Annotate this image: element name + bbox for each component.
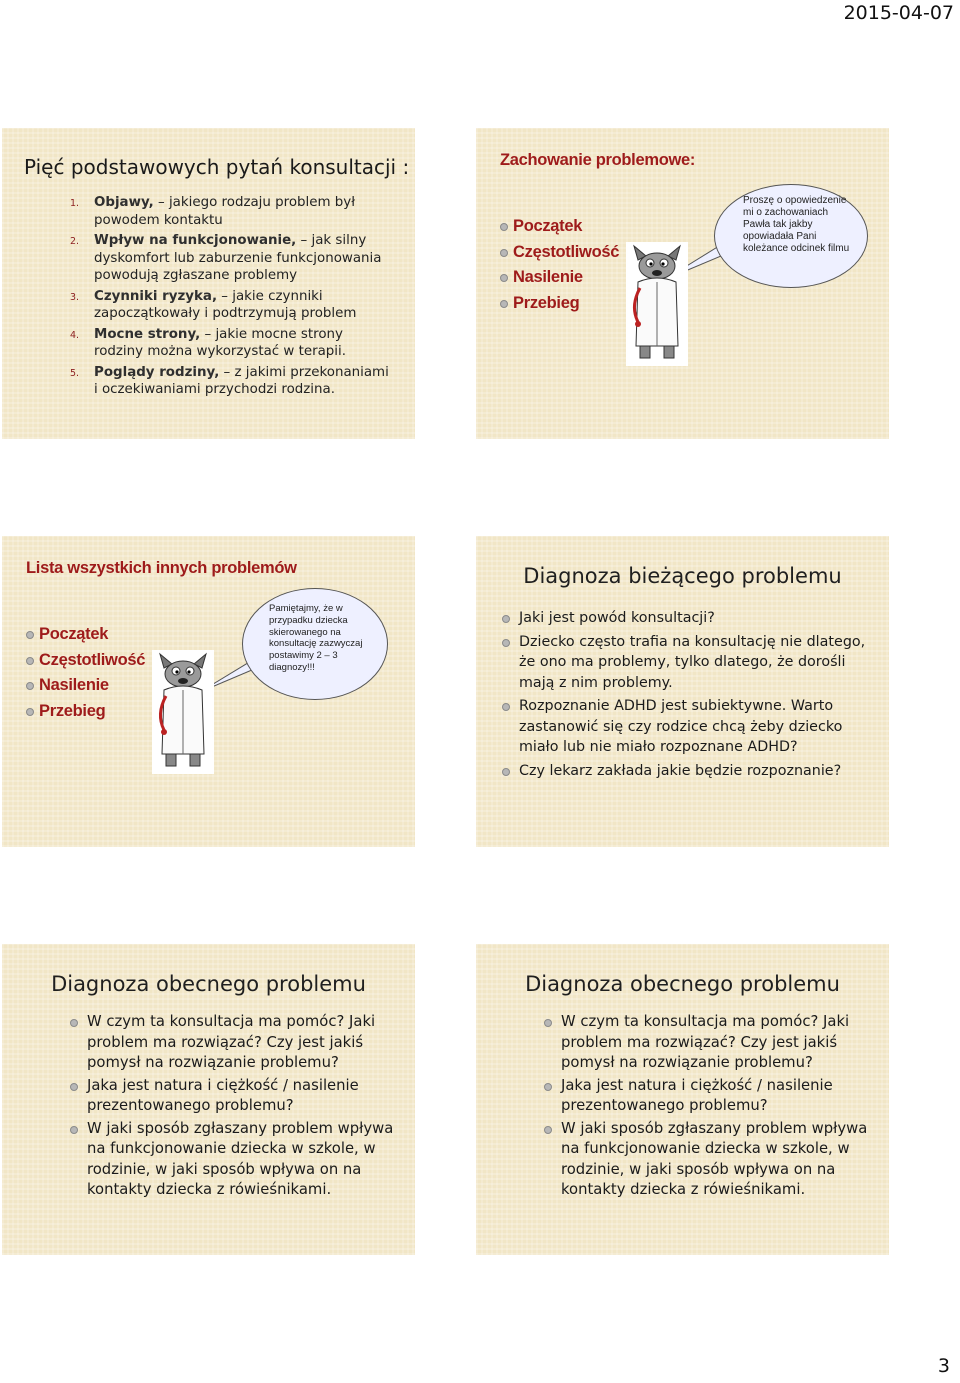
bullet-icon bbox=[70, 1126, 78, 1134]
list-item: Jaki jest powód konsultacji? bbox=[498, 608, 873, 629]
bullet-icon bbox=[500, 274, 508, 282]
doctor-dog-icon bbox=[626, 242, 688, 366]
list-item: Przebieg bbox=[500, 291, 619, 317]
bullet-icon bbox=[26, 708, 34, 716]
item-key: Mocne strony, bbox=[94, 326, 201, 342]
item-key: Poglądy rodziny, bbox=[94, 364, 220, 380]
bullet-icon bbox=[502, 768, 510, 776]
points-list bbox=[498, 608, 873, 784]
bullet-icon bbox=[70, 1083, 78, 1091]
speech-bubble bbox=[714, 184, 868, 288]
list-item: W jaki sposób zgłaszany problem wpływa na funkcjonowanie dziecka w szkole, w rodzinie, w jaki sposób wpływa on na kontakty dziecka z rówieśnikami. bbox=[66, 1119, 401, 1201]
list-item: W czym ta konsultacja ma pomóc? Jaki problem ma rozwiązać? Czy jest jakiś pomysł na rozwiązanie problemu? bbox=[540, 1012, 875, 1074]
list-item: Dziecko często trafia na konsultację nie dlatego, że ono ma problemy, tylko dlatego, że dorośli mają z nim problemy. bbox=[498, 632, 873, 694]
list-item: Początek bbox=[26, 622, 145, 648]
slide-title: Diagnoza bieżącego problemu bbox=[523, 564, 842, 588]
list-item: Jaka jest natura i ciężkość / nasilenie prezentowanego problemu? bbox=[66, 1076, 401, 1117]
bullet-icon bbox=[544, 1019, 552, 1027]
page-date: 2015-04-07 bbox=[843, 2, 954, 24]
item-number: 2. bbox=[70, 236, 80, 247]
bullet-icon bbox=[544, 1083, 552, 1091]
slide-problem-behavior bbox=[476, 128, 889, 439]
item-text: – jakie mocne strony rodziny można wykorzystać w terapii. bbox=[94, 326, 346, 359]
list-item bbox=[24, 194, 394, 229]
slide-title: Lista wszystkich innych problemów bbox=[26, 559, 297, 577]
list-item: Nasilenie bbox=[26, 673, 145, 699]
list-item: Przebieg bbox=[26, 699, 145, 725]
bullet-icon bbox=[70, 1019, 78, 1027]
item-key: Czynniki ryzyka, bbox=[94, 288, 218, 304]
bullet-icon bbox=[502, 639, 510, 647]
item-key: Objawy, bbox=[94, 195, 154, 210]
item-number: 5. bbox=[70, 367, 80, 379]
list-item bbox=[24, 364, 394, 399]
speech-bubble bbox=[242, 588, 388, 700]
slide-five-questions bbox=[2, 128, 415, 439]
item-number: 4. bbox=[70, 329, 80, 341]
bullet-icon bbox=[26, 682, 34, 690]
item-text: – z jakimi przekonaniami i oczekiwaniami przychodzi rodzina. bbox=[94, 364, 389, 397]
bullet-icon bbox=[26, 631, 34, 639]
list-item: Częstotliwość bbox=[26, 648, 145, 674]
list-item: Czy lekarz zakłada jakie będzie rozpoznanie? bbox=[498, 761, 873, 782]
points-list bbox=[540, 1012, 875, 1203]
list-item: W czym ta konsultacja ma pomóc? Jaki problem ma rozwiązać? Czy jest jakiś pomysł na rozwiązanie problemu? bbox=[66, 1012, 401, 1074]
bullet-icon bbox=[500, 300, 508, 308]
list-item: Jaka jest natura i ciężkość / nasilenie prezentowanego problemu? bbox=[540, 1076, 875, 1117]
points-list bbox=[66, 1012, 401, 1203]
bullet-icon bbox=[26, 657, 34, 665]
item-text: – jak silny dyskomfort lub zaburzenie funkcjonowania powodują zgłaszane problemy bbox=[94, 233, 382, 283]
bullet-icon bbox=[500, 223, 508, 231]
item-text: – jakiego rodzaju problem był powodem kontaktu bbox=[94, 195, 356, 228]
list-item bbox=[24, 232, 394, 285]
list-item bbox=[24, 288, 394, 323]
slide-title: Pięć podstawowych pytań konsultacji : bbox=[24, 155, 410, 179]
slide-other-problems bbox=[2, 536, 415, 847]
bullet-icon bbox=[500, 249, 508, 257]
slide-title: Zachowanie problemowe: bbox=[500, 151, 696, 169]
page-number: 3 bbox=[937, 1355, 950, 1377]
item-key: Wpływ na funkcjonowanie, bbox=[94, 233, 297, 248]
slide-current-problem bbox=[476, 536, 889, 847]
slide-title: Diagnoza obecnego problemu bbox=[51, 972, 366, 996]
aspects-list bbox=[26, 622, 145, 724]
item-text: – jakie czynniki zapoczątkowały i podtrzymują problem bbox=[94, 288, 357, 321]
slide-title: Diagnoza obecnego problemu bbox=[525, 972, 840, 996]
list-item: Częstotliwość bbox=[500, 240, 619, 266]
bullet-icon bbox=[544, 1126, 552, 1134]
questions-list bbox=[24, 194, 394, 402]
bullet-icon bbox=[502, 615, 510, 623]
doctor-dog-icon bbox=[152, 650, 214, 774]
slide-present-problem bbox=[2, 944, 415, 1255]
item-number: 3. bbox=[70, 291, 80, 303]
list-item: Nasilenie bbox=[500, 265, 619, 291]
bullet-icon bbox=[502, 703, 510, 711]
aspects-list bbox=[500, 214, 619, 316]
list-item: Początek bbox=[500, 214, 619, 240]
list-item bbox=[24, 326, 394, 361]
list-item: W jaki sposób zgłaszany problem wpływa na funkcjonowanie dziecka w szkole, w rodzinie, w jaki sposób wpływa on na kontakty dziecka z rówieśnikami. bbox=[540, 1119, 875, 1201]
bubble-text: Pamiętajmy, że w przypadku dziecka skierowanego na konsultację zazwyczaj postawimy 2 – 3 diagnozy!!! bbox=[269, 603, 363, 673]
slide-present-problem-copy bbox=[476, 944, 889, 1255]
item-number: 1. bbox=[70, 198, 80, 209]
bubble-text: Proszę o opowiedzenie mi o zachowaniach Pawła tak jakby opowiadała Pani koleżance odcinek filmu bbox=[743, 195, 850, 254]
list-item: Rozpoznanie ADHD jest subiektywne. Warto zastanowić się czy rodzice chcą żeby dziecko miało lub nie miało rozpoznane ADHD? bbox=[498, 696, 873, 758]
